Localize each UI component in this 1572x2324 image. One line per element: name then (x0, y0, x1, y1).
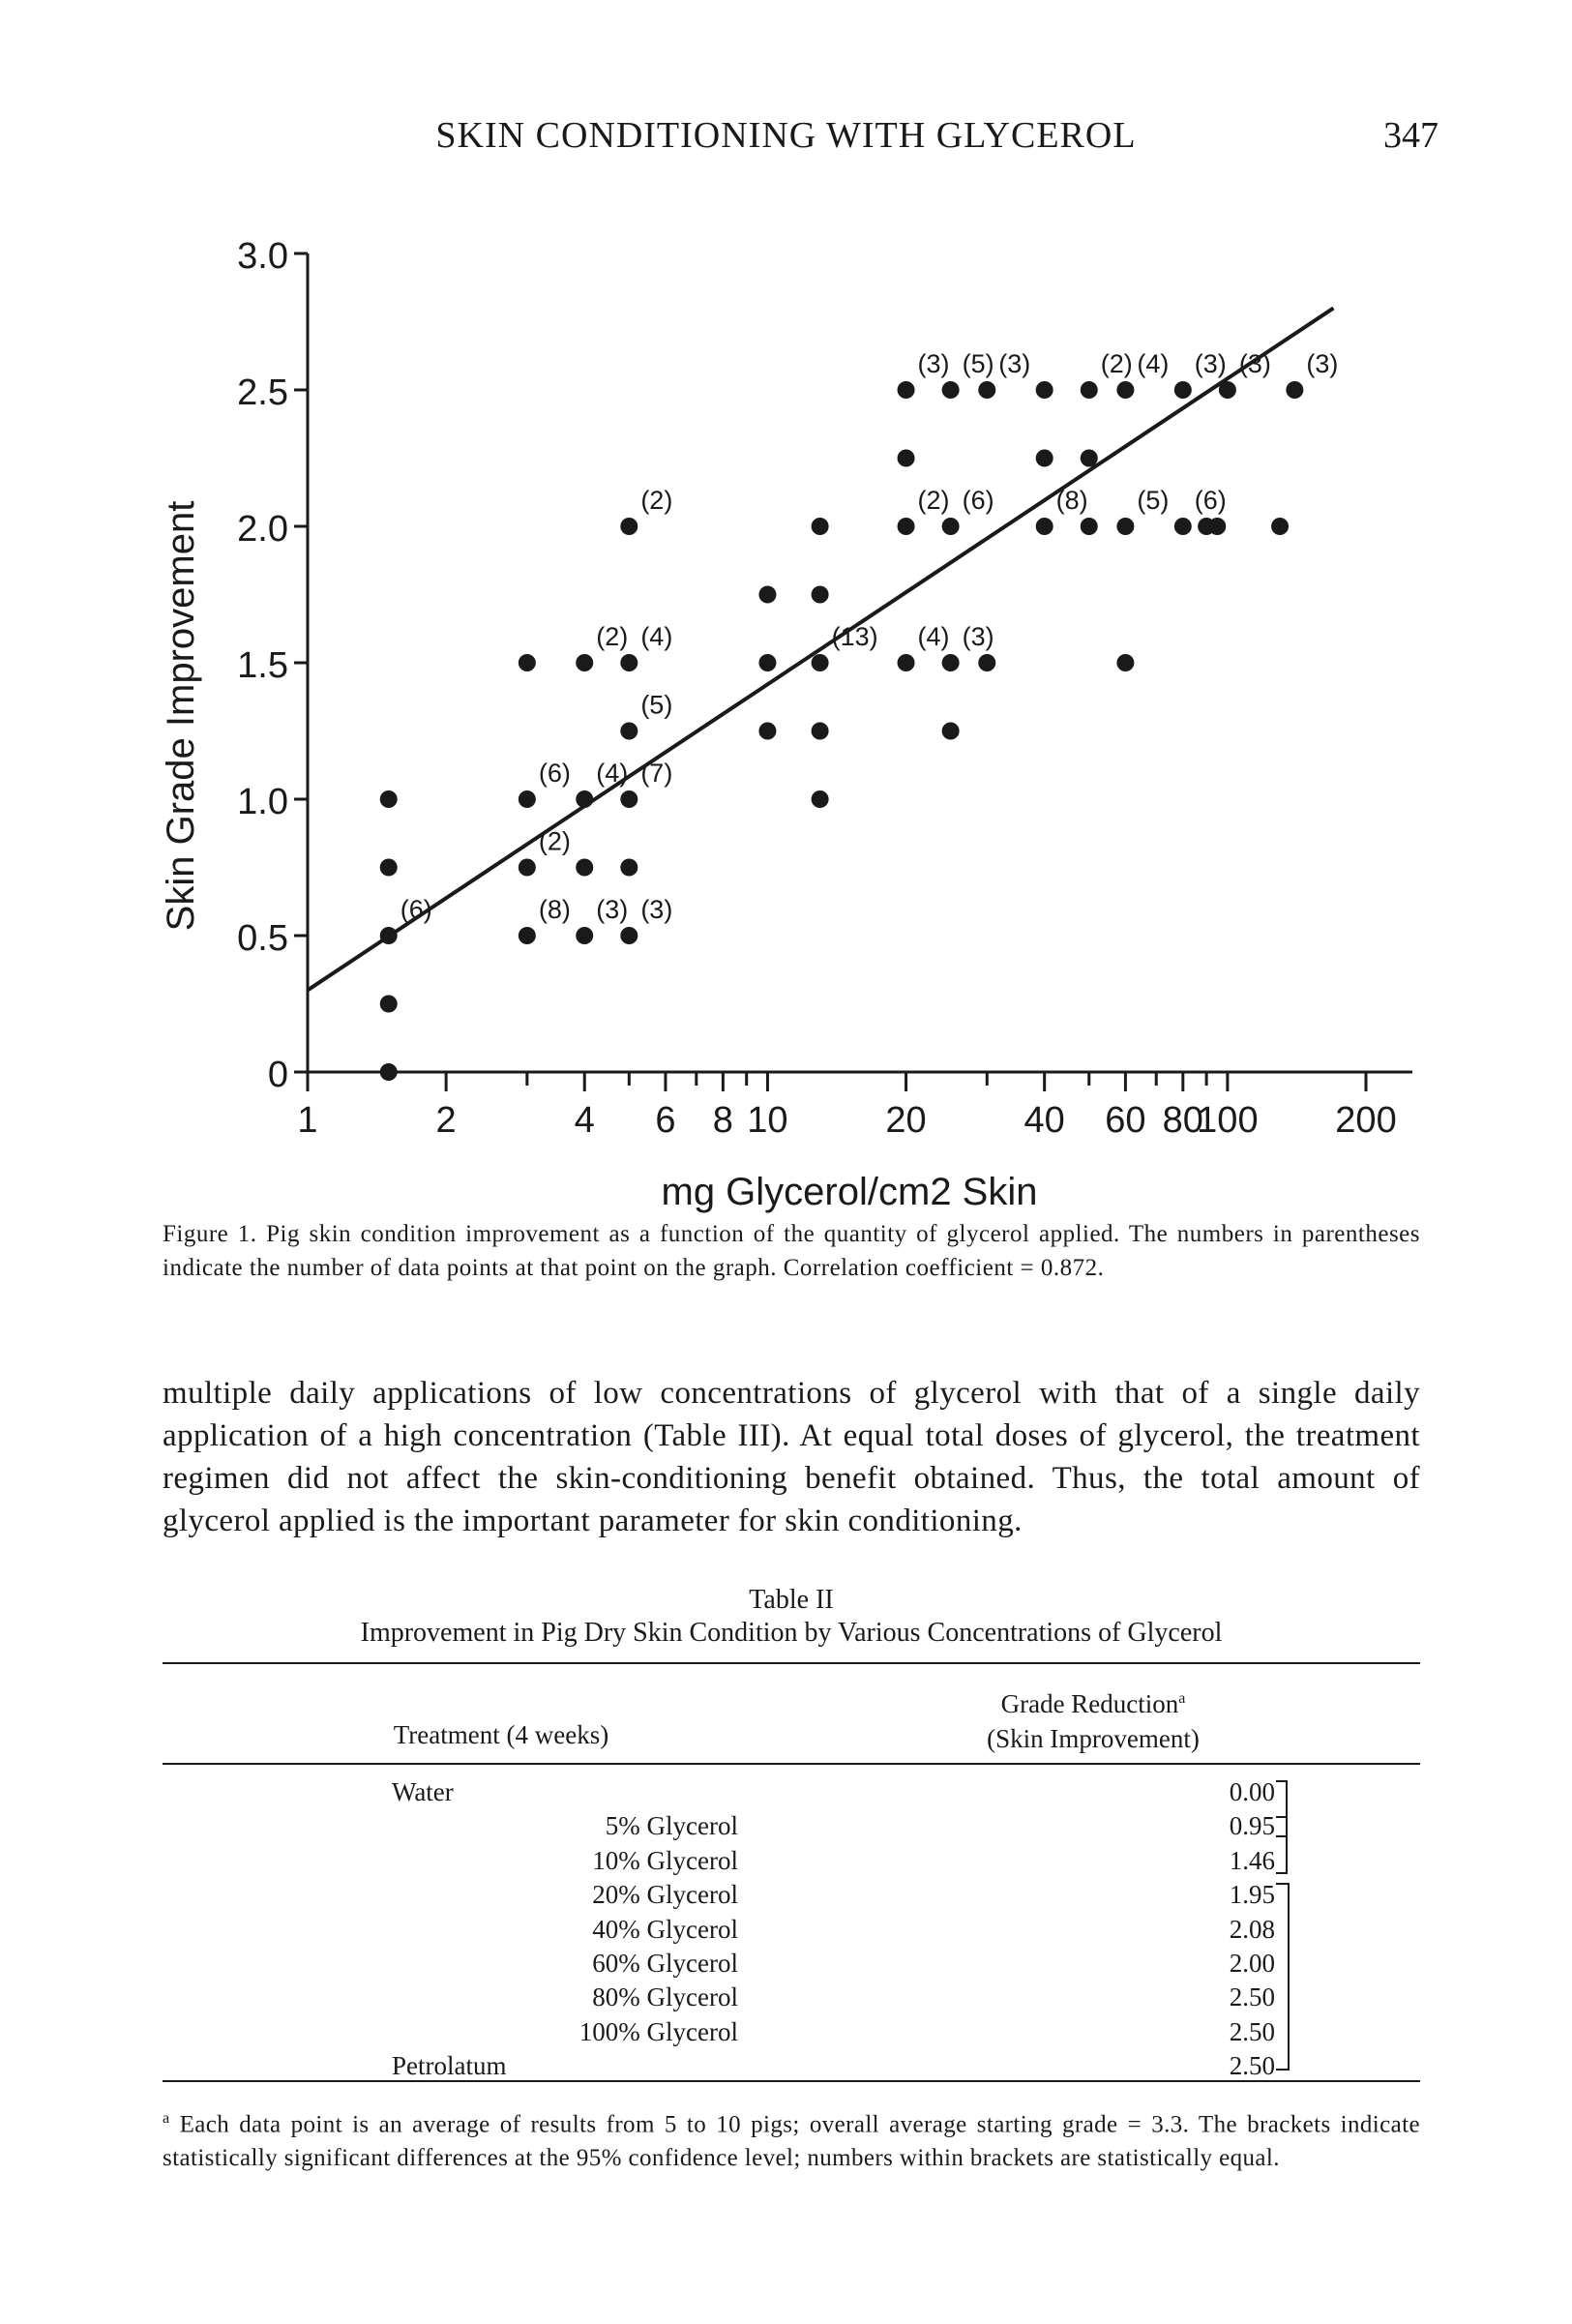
point-count-label: (6) (400, 895, 432, 924)
data-point (812, 586, 829, 604)
table-row (163, 2017, 1420, 2051)
data-point (620, 927, 638, 944)
data-point (942, 381, 960, 399)
table-row (163, 1777, 1420, 1811)
table-row (163, 1982, 1420, 2016)
point-count-label: (3) (1238, 349, 1271, 378)
data-point (898, 450, 915, 467)
x-tick-label: 2 (435, 1100, 457, 1141)
chart-axes (294, 253, 1412, 1091)
col-header-grade-sup: a (1178, 1690, 1186, 1707)
data-point (380, 859, 398, 877)
point-count-label: (4) (917, 622, 950, 651)
point-count-label: (13) (831, 622, 878, 651)
bracket-2 (1276, 1816, 1288, 1874)
data-point (812, 790, 829, 808)
grade-value-cell: 2.50 (1229, 1982, 1275, 2012)
table-label: Table II (749, 1585, 834, 1615)
data-point (1081, 381, 1098, 399)
treatment-cell: 10% Glycerol (592, 1845, 738, 1875)
y-tick-label: 3.0 (237, 236, 288, 277)
table-row (163, 1949, 1420, 1982)
point-count-label: (3) (917, 349, 950, 378)
data-point (942, 723, 960, 740)
data-point (898, 654, 915, 671)
point-count-label: (3) (998, 349, 1031, 378)
data-point (812, 654, 829, 671)
col-header-grade-line1: Grade Reduction (1000, 1689, 1179, 1718)
data-point (620, 859, 638, 877)
footnote-mark: a (163, 2110, 170, 2127)
body-paragraph: multiple daily applications of low concentrations of glycerol with that of a single daily application of a high concentration (Table III). At equal total doses of glycerol, the treatment regimen did not affect the skin-conditioning benefit obtained. Thus, the total amount of glycerol applied is the important parameter for skin conditioning. (163, 1376, 1420, 1538)
y-tick-label: 0.5 (237, 918, 288, 959)
point-count-label: (5) (1137, 486, 1170, 515)
treatment-cell: 5% Glycerol (605, 1811, 738, 1841)
data-point (812, 723, 829, 740)
data-point (380, 927, 398, 944)
data-point (1174, 518, 1192, 535)
x-tick-label: 1 (297, 1100, 318, 1141)
running-head: SKIN CONDITIONING WITH GLYCEROL (435, 115, 1137, 156)
y-tick-label: 0 (267, 1055, 288, 1095)
grade-value-cell: 2.50 (1229, 2016, 1275, 2046)
table-title: Improvement in Pig Dry Skin Condition by Various Concentrations of Glycerol (360, 1618, 1223, 1648)
data-point (380, 996, 398, 1013)
data-point (1036, 518, 1053, 535)
table-row (163, 1915, 1420, 1949)
treatment-cell: 100% Glycerol (578, 2016, 738, 2046)
page-number: 347 (1383, 115, 1439, 156)
treatment-cell: 40% Glycerol (592, 1914, 738, 1944)
data-point (942, 518, 960, 535)
data-point (1116, 654, 1134, 671)
data-point (576, 927, 593, 944)
point-count-label: (7) (640, 759, 673, 788)
table-header-rule (163, 1763, 1420, 1765)
point-count-label: (6) (962, 486, 994, 515)
point-count-label: (8) (538, 895, 571, 924)
regression-line-group (308, 308, 1333, 990)
data-point (576, 790, 593, 808)
x-tick-label: 20 (885, 1100, 927, 1141)
data-point (978, 381, 995, 399)
data-point (1036, 381, 1053, 399)
data-point (758, 586, 776, 604)
data-point (620, 654, 638, 671)
data-point (620, 723, 638, 740)
point-count-label: (3) (640, 895, 673, 924)
x-tick-label: 200 (1335, 1100, 1397, 1141)
grade-value-cell: 2.50 (1229, 2051, 1275, 2081)
data-point (620, 518, 638, 535)
data-point (519, 654, 536, 671)
table-row (163, 1846, 1420, 1880)
table-top-rule (163, 1662, 1420, 1664)
point-count-label: (2) (1100, 349, 1133, 378)
point-count-label: (5) (962, 349, 994, 378)
data-points (380, 349, 1339, 1081)
col-header-grade (909, 1682, 1277, 1756)
x-tick-label: 4 (574, 1100, 595, 1141)
data-point (1174, 381, 1192, 399)
col-header-treatment: Treatment (4 weeks) (393, 1720, 609, 1749)
x-tick-label: 100 (1197, 1100, 1259, 1141)
treatment-cell: 20% Glycerol (592, 1880, 738, 1910)
data-point (380, 790, 398, 808)
data-point (812, 518, 829, 535)
data-point (620, 790, 638, 808)
data-point (898, 381, 915, 399)
footnote-text: Each data point is an average of results from 5 to 10 pigs; overall average starting grade = 3.3. The brackets indicate statistically significant differences at the 95% confidence level; numbers within brackets are statistically equal. (163, 2111, 1420, 2172)
data-point (519, 927, 536, 944)
data-point (978, 654, 995, 671)
grade-value-cell: 1.95 (1229, 1880, 1275, 1910)
table-footnote (163, 2101, 1420, 2175)
grade-value-cell: 0.95 (1229, 1811, 1275, 1841)
table-bottom-rule (163, 2080, 1420, 2082)
grade-value-cell: 2.08 (1229, 1914, 1275, 1944)
data-point (576, 654, 593, 671)
point-count-label: (2) (538, 826, 571, 856)
point-count-label: (4) (640, 622, 673, 651)
treatment-cell: Water (392, 1777, 454, 1806)
col-header-grade-line2: (Skin Improvement) (987, 1724, 1200, 1753)
data-point (1219, 381, 1236, 399)
data-point (1116, 381, 1134, 399)
data-point (758, 654, 776, 671)
point-count-label: (4) (1137, 349, 1170, 378)
x-tick-label: 40 (1023, 1100, 1065, 1141)
data-point (1081, 518, 1098, 535)
data-point (1081, 450, 1098, 467)
point-count-label: (6) (538, 759, 571, 788)
treatment-cell: Petrolatum (392, 2051, 507, 2081)
y-tick-label: 1.5 (237, 645, 288, 686)
x-tick-label: 10 (747, 1100, 788, 1141)
data-point (898, 518, 915, 535)
point-count-label: (2) (917, 486, 950, 515)
figure-caption (163, 1217, 1420, 1285)
data-point (519, 790, 536, 808)
grade-value-cell: 0.00 (1229, 1777, 1275, 1806)
y-tick-label: 2.0 (237, 509, 288, 550)
data-point (942, 654, 960, 671)
grade-value-cell: 2.00 (1229, 1949, 1275, 1978)
point-count-label: (4) (596, 759, 629, 788)
data-point (519, 859, 536, 877)
point-count-label: (3) (1306, 349, 1339, 378)
figure-caption-text: Pig skin condition improvement as a function of the quantity of glycerol applied. The numbers in parentheses indicate the number of data points at that point on the graph. Correlation coefficient = 0.872. (163, 1221, 1420, 1281)
y-tick-label: 1.0 (237, 782, 288, 822)
data-point (1116, 518, 1134, 535)
table-row (163, 1880, 1420, 1914)
regression-line (308, 308, 1333, 990)
figure-label: Figure 1. (163, 1221, 257, 1247)
data-point (758, 723, 776, 740)
x-tick-label: 60 (1105, 1100, 1146, 1141)
x-tick-label: 80 (1162, 1100, 1203, 1141)
x-tick-label: 8 (712, 1100, 733, 1141)
data-point (1208, 518, 1226, 535)
point-count-label: (3) (962, 622, 994, 651)
point-count-label: (5) (640, 690, 673, 720)
point-count-label: (8) (1055, 486, 1088, 515)
data-point (1036, 450, 1053, 467)
point-count-label: (2) (640, 486, 673, 515)
point-count-label: (2) (596, 622, 629, 651)
y-axis-label: Skin Grade Improvement (160, 500, 202, 932)
table-row (163, 1811, 1420, 1845)
point-count-label: (3) (1194, 349, 1227, 378)
data-point (576, 859, 593, 877)
data-point (1271, 518, 1289, 535)
bracket-3 (1276, 1883, 1290, 2071)
x-tick-label: 6 (655, 1100, 676, 1141)
point-count-label: (6) (1194, 486, 1227, 515)
data-point (380, 1063, 398, 1081)
point-count-label: (3) (596, 895, 629, 924)
treatment-cell: 80% Glycerol (592, 1982, 738, 2012)
x-axis-label: mg Glycerol/cm2 Skin (661, 1171, 1038, 1213)
data-point (1286, 381, 1303, 399)
y-tick-label: 2.5 (237, 372, 288, 413)
grade-value-cell: 1.46 (1229, 1845, 1275, 1875)
treatment-cell: 60% Glycerol (592, 1949, 738, 1978)
